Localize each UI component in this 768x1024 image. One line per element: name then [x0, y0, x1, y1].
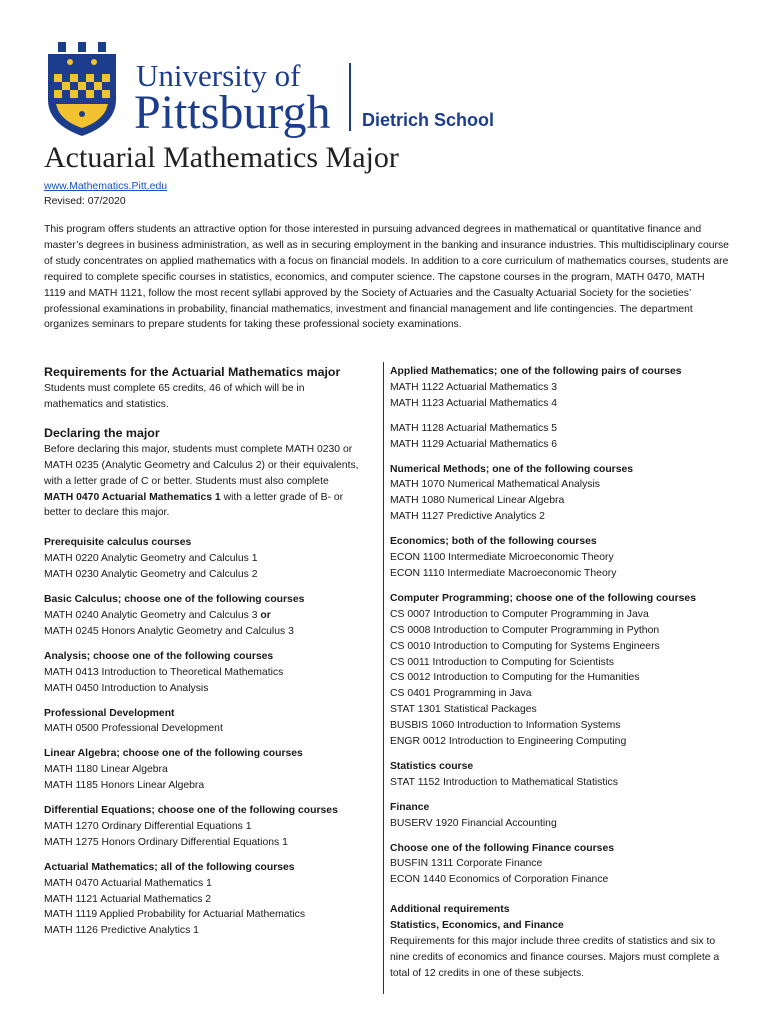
course-item: ECON 1440 Economics of Corporation Finance — [390, 874, 609, 886]
declaring-section — [44, 425, 360, 522]
course-item: CS 0007 Introduction to Computer Programming in Java — [390, 608, 649, 620]
course-item: MATH 0240 Analytic Geometry and Calculus 3 or — [44, 609, 271, 621]
section-heading: Economics; both of the following courses — [390, 536, 597, 548]
left-course-sections — [44, 535, 360, 939]
course-section — [44, 535, 360, 583]
right-column — [390, 364, 730, 991]
additional-text: Requirements for this major include three credits of statistics and six to nine credits of economics and finance courses. Majors must complete a total of 12 credits in one of these subjects. — [390, 936, 720, 979]
course-section — [44, 803, 360, 851]
course-item: MATH 1275 Honors Ordinary Differential Equations 1 — [44, 836, 288, 848]
course-section — [390, 364, 730, 412]
section-heading: Prerequisite calculus courses — [44, 537, 192, 549]
course-item: MATH 1129 Actuarial Mathematics 6 — [390, 438, 558, 450]
course-item: MATH 1126 Predictive Analytics 1 — [44, 925, 199, 937]
section-heading: Analysis; choose one of the following courses — [44, 650, 274, 662]
course-item: MATH 0413 Introduction to Theoretical Mathematics — [44, 666, 284, 678]
section-heading: Actuarial Mathematics; all of the following courses — [44, 861, 295, 873]
logo-text-university-of: University of — [136, 58, 301, 93]
course-section — [390, 421, 730, 453]
course-item: MATH 0220 Analytic Geometry and Calculus 1 — [44, 553, 258, 565]
course-section — [44, 649, 360, 697]
section-heading: Basic Calculus; choose one of the following courses — [44, 594, 305, 606]
section-heading: Applied Mathematics; one of the following pairs of courses — [390, 366, 682, 377]
left-column — [44, 364, 360, 948]
course-item: MATH 1070 Numerical Mathematical Analysis — [390, 479, 601, 491]
course-item: MATH 1270 Ordinary Differential Equations 1 — [44, 820, 252, 832]
course-item: ENGR 0012 Introduction to Engineering Computing — [390, 736, 627, 748]
course-item: MATH 1121 Actuarial Mathematics 2 — [44, 893, 212, 905]
course-section — [390, 462, 730, 526]
course-item: MATH 0470 Actuarial Mathematics 1 — [44, 877, 212, 889]
header — [44, 40, 504, 140]
course-item: MATH 1127 Predictive Analytics 2 — [390, 511, 545, 523]
course-section — [390, 534, 730, 582]
additional-heading: Additional requirements — [390, 904, 510, 916]
logo-divider — [349, 63, 351, 131]
declaring-text-part2: with a letter grade of B- or better to declare this major. — [44, 491, 344, 519]
course-item: CS 0010 Introduction to Computing for Systems Engineers — [390, 640, 660, 652]
course-section — [390, 591, 730, 750]
course-item: BUSERV 1920 Financial Accounting — [390, 817, 557, 829]
section-heading: Choose one of the following Finance courses — [390, 842, 614, 854]
declaring-text-bold: MATH 0470 Actuarial Mathematics 1 — [44, 491, 221, 503]
pitt-shield-icon — [44, 40, 120, 138]
meta-block — [44, 179, 167, 209]
intro-paragraph: This program offers students an attractive option for those interested in pursuing advanced degrees in mathematical or quantitative finance and master’s degrees in business administration, as well as in securing employment in the banking and insurance industries. This multidisciplinary course of study concentrates on applied mathematics with a focus on financial models. In addition to a core curriculum of mathematics courses, students are required to complete specific courses in statistics, economics, and computer science. The capstone courses in the program, MATH 0470, MATH 1119 and MATH 1121, follow the most recent syllabi approved by the Society of Actuaries and the Casualty Actuarial Society for the societies’ professional examinations in probability, financial mathematics, investment and financial management and life contingencies. The department organizes seminars to prepare students for taking these professional society examinations. — [44, 224, 729, 331]
section-heading: Statistics course — [390, 760, 474, 772]
section-heading: Linear Algebra; choose one of the following courses — [44, 748, 303, 760]
course-section — [44, 746, 360, 794]
requirements-text: Students must complete 65 credits, 46 of which will be in mathematics and statistics. — [44, 383, 305, 410]
requirements-section — [44, 364, 360, 413]
declaring-text-part1: Before declaring this major, students must complete MATH 0230 or MATH 0235 (Analytic Geometry and Calculus 2) or their equivalents, with a letter grade of C or better. Students must also complete — [44, 443, 359, 487]
course-item: MATH 1080 Numerical Linear Algebra — [390, 495, 565, 507]
school-name: Dietrich School — [362, 110, 495, 130]
logo-text-pittsburgh: Pittsburgh — [134, 86, 331, 139]
page-title: Actuarial Mathematics Major — [44, 141, 399, 174]
course-item: STAT 1301 Statistical Packages — [390, 704, 537, 716]
section-heading: Computer Programming; choose one of the following courses — [390, 592, 696, 604]
course-section — [390, 841, 730, 889]
course-item: MATH 0500 Professional Development — [44, 723, 223, 735]
course-section — [44, 592, 360, 640]
course-item: STAT 1152 Introduction to Mathematical Statistics — [390, 776, 618, 788]
course-section — [44, 706, 360, 738]
course-item: CS 0011 Introduction to Computing for Scientists — [390, 656, 614, 668]
or-conjunction: or — [260, 609, 271, 621]
course-item: MATH 1119 Applied Probability for Actuarial Mathematics — [44, 909, 306, 921]
section-heading: Numerical Methods; one of the following courses — [390, 463, 634, 475]
course-item: MATH 0450 Introduction to Analysis — [44, 682, 209, 694]
course-item: BUSFIN 1311 Corporate Finance — [390, 858, 543, 870]
declaring-text — [44, 442, 360, 522]
course-section — [390, 759, 730, 791]
website-link[interactable]: www.Mathematics.Pitt.edu — [44, 180, 168, 192]
course-item: MATH 1128 Actuarial Mathematics 5 — [390, 422, 558, 434]
course-item: MATH 1122 Actuarial Mathematics 3 — [390, 381, 558, 393]
section-heading: Professional Development — [44, 707, 175, 719]
course-item: ECON 1100 Intermediate Microeconomic Theory — [390, 552, 614, 564]
course-item: CS 0401 Programming in Java — [390, 688, 532, 700]
declaring-heading: Declaring the major — [44, 425, 160, 440]
additional-section — [390, 902, 730, 982]
course-item: CS 0008 Introduction to Computer Programming in Python — [390, 624, 660, 636]
course-item: MATH 0230 Analytic Geometry and Calculus 2 — [44, 569, 258, 581]
course-item: MATH 1180 Linear Algebra — [44, 764, 168, 776]
course-item: ECON 1110 Intermediate Macroeconomic Theory — [390, 567, 617, 579]
column-divider — [383, 362, 384, 994]
course-item: CS 0012 Introduction to Computing for the Humanities — [390, 672, 640, 684]
course-item: MATH 1185 Honors Linear Algebra — [44, 780, 205, 792]
additional-subheading: Statistics, Economics, and Finance — [390, 920, 564, 932]
revised-date: Revised: 07/2020 — [44, 195, 126, 207]
section-heading: Finance — [390, 801, 430, 813]
section-heading: Differential Equations; choose one of the following courses — [44, 805, 338, 817]
requirements-heading: Requirements for the Actuarial Mathematics major — [44, 365, 341, 379]
course-section — [390, 800, 730, 832]
right-course-sections — [390, 364, 730, 888]
course-section — [44, 860, 360, 940]
course-item: BUSBIS 1060 Introduction to Information Systems — [390, 720, 621, 732]
course-item: MATH 0245 Honors Analytic Geometry and Calculus 3 — [44, 625, 294, 637]
course-item: MATH 1123 Actuarial Mathematics 4 — [390, 397, 558, 409]
